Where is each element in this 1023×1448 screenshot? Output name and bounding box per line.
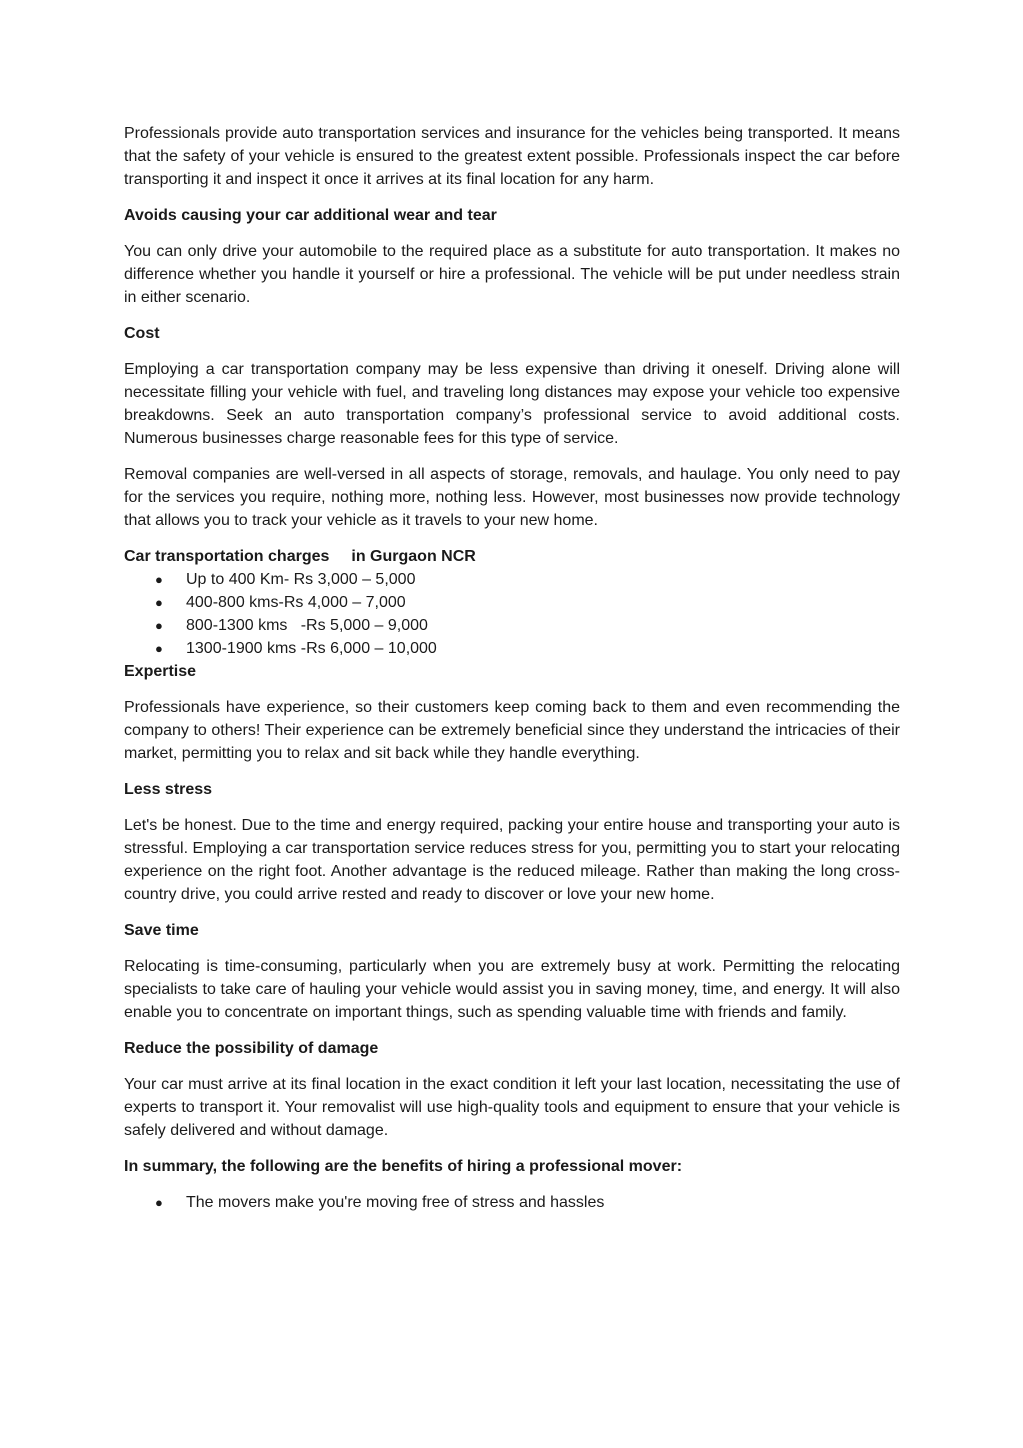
list-item: ● 1300-1900 kms -Rs 6,000 – 10,000	[124, 637, 900, 660]
cost-paragraph: Employing a car transportation company may be less expensive than driving it oneself. Driving alone will necessitate filling your vehicle with fuel, and traveling long distances may expose your vehicle too expensive breakdowns. Seek an auto transportation company’s professional service to avoid additional costs. Numerous businesses charge reasonable fees for this type of service.	[124, 361, 900, 447]
expertise-paragraph: Professionals have experience, so their customers keep coming back to them and even recommending the company to others! Their experience can be extremely beneficial since they understand the intricacies of their market, permitting you to relax and sit back while they handle everything.	[124, 699, 900, 762]
list-item: ● The movers make you're moving free of stress and hassles	[124, 1191, 900, 1214]
list-item: ● 400-800 kms-Rs 4,000 – 7,000	[124, 591, 900, 614]
wear-paragraph: You can only drive your automobile to the required place as a substitute for auto transportation. It makes no difference whether you handle it yourself or hire a professional. The vehicle will be put under needless strain in either scenario.	[124, 243, 900, 306]
damage-paragraph: Your car must arrive at its final location in the exact condition it left your last location, necessitating the use of experts to transport it. Your removalist will use high-quality tools and equipment to ensure that your vehicle is safely delivered and without damage.	[124, 1076, 900, 1139]
intro-paragraph: Professionals provide auto transportation services and insurance for the vehicles being transported. It means that the safety of your vehicle is ensured to the greatest extent possible. Professionals inspect the car before transporting it and inspect it once it arrives at its final location for any harm.	[124, 125, 900, 188]
list-item: ● Up to 400 Km- Rs 3,000 – 5,000	[124, 568, 900, 591]
document-page	[124, 122, 900, 1214]
charges-heading	[124, 545, 900, 568]
damage-heading: Reduce the possibility of damage	[124, 1040, 379, 1057]
expertise-heading: Expertise	[124, 663, 197, 680]
list-item: ● 800-1300 kms -Rs 5,000 – 9,000	[124, 614, 900, 637]
summary-heading: In summary, the following are the benefits of hiring a professional mover:	[124, 1158, 683, 1175]
time-heading: Save time	[124, 922, 199, 939]
stress-paragraph: Let's be honest. Due to the time and energy required, packing your entire house and transporting your auto is stressful. Employing a car transportation service reduces stress for you, permitting you to start your relocating experience on the right foot. Another advantage is the reduced mileage. Rather than making the long cross-country drive, you could arrive rested and ready to discover or love your new home.	[124, 817, 900, 903]
wear-heading: Avoids causing your car additional wear and tear	[124, 207, 497, 224]
charges-heading-part2: in Gurgaon NCR	[351, 548, 476, 565]
removal-paragraph: Removal companies are well-versed in all aspects of storage, removals, and haulage. You only need to pay for the services you require, nothing more, nothing less. However, most businesses now provide technology that allows you to track your vehicle as it travels to your new home.	[124, 466, 900, 529]
charges-list	[124, 568, 900, 660]
charges-heading-part1: Car transportation charges	[124, 548, 330, 565]
summary-list	[124, 1191, 900, 1214]
time-paragraph: Relocating is time-consuming, particularly when you are extremely busy at work. Permitting the relocating specialists to take care of hauling your vehicle would assist you in saving money, time, and energy. It will also enable you to concentrate on important things, such as spending valuable time with friends and family.	[124, 958, 900, 1021]
stress-heading: Less stress	[124, 781, 213, 798]
cost-heading: Cost	[124, 325, 160, 342]
